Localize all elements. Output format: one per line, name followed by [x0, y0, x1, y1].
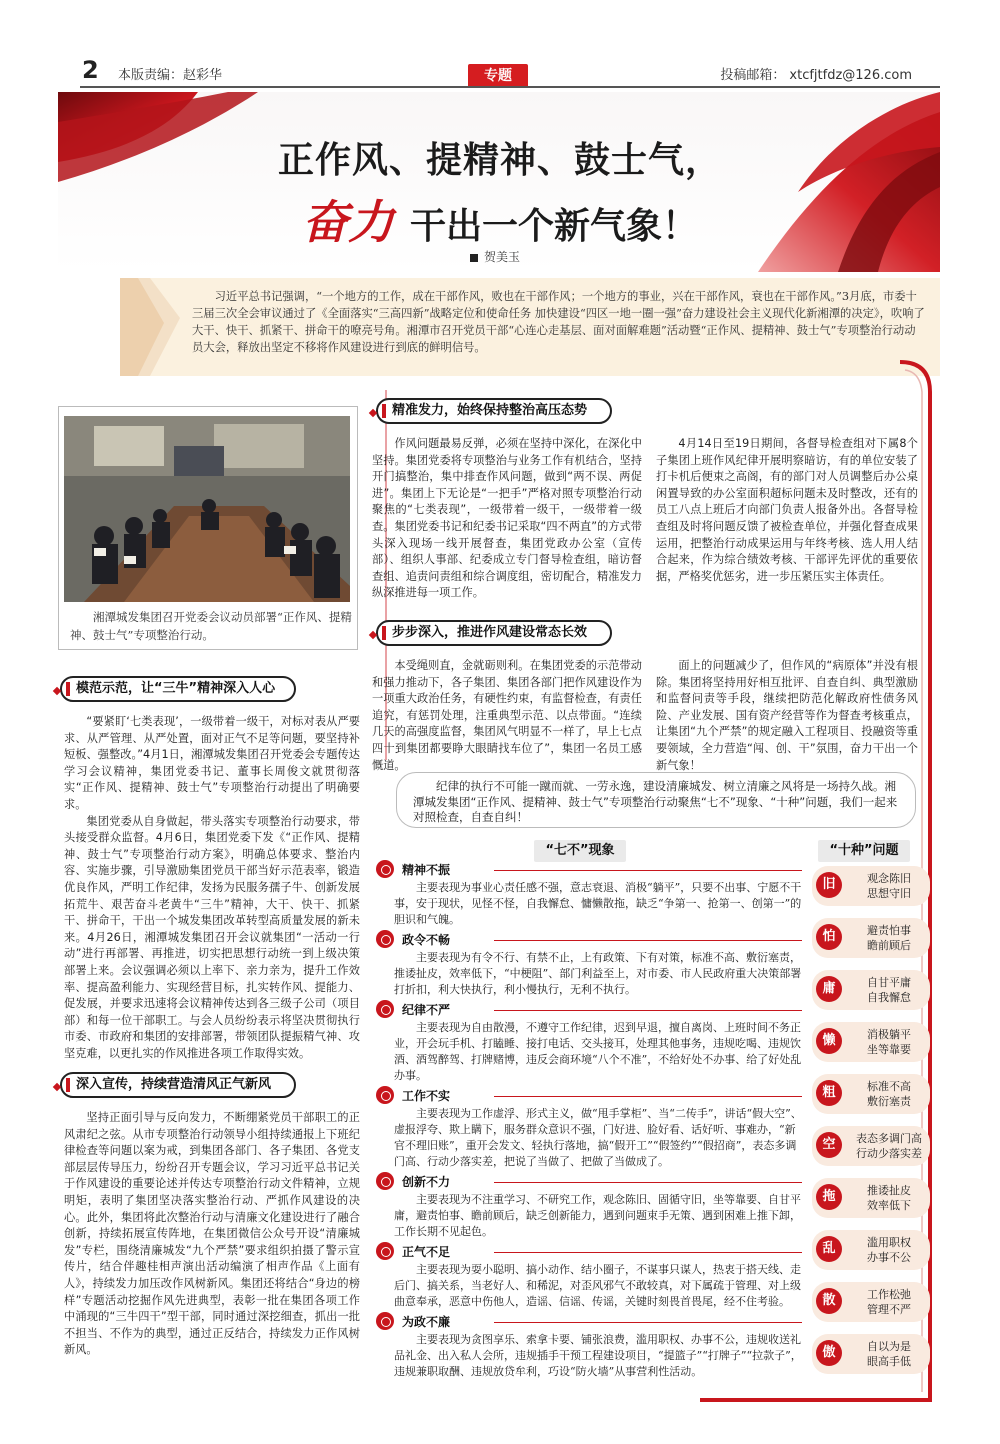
paragraph: “要紧盯‘七类表现’，一级带着一级干，对标对表从严要求、从严管理、从严处置，面对正气不足等问题，要坚持补短板、强整改。”4月1日，湘潭城发集团召开党委会专题传达学习会议精神，集团党委书记、董事长周俊文就贯彻落实“正作风、提精神、鼓士气”专项整治行动提出了明确要求。 [64, 715, 360, 811]
problem-badge: 散 [816, 1288, 842, 1314]
problem-line-1: 自以为是 [867, 1340, 911, 1353]
list-item [812, 1022, 930, 1062]
list-item [812, 918, 930, 958]
category-divider [494, 1322, 802, 1323]
category-description: 主要表现为自由散漫，不遵守工作纪律，迟到早退，擅自离岗、上班时间不务正业，开会玩手机、打瞌睡、接打电话、交头接耳，处理其他事务，违规吃喝、违规饮酒、酒驾醉驾、打牌赌博，违反会商环境“八个不准”，不给好处不办事、给了好处乱办事。 [394, 1021, 802, 1082]
problem-badge: 懒 [816, 1028, 842, 1054]
category-label-text: 政令不畅 [402, 933, 451, 947]
lead-paragraph: 习近平总书记强调，“一个地方的工作，成在干部作风，败也在干部作风；一个地方的事业，兴在干部作风，衰也在干部作风。”3月底，市委十三届三次全会审议通过了《全面落实“三高四新”战略定位和使命任务 加快建设“四区一地一圈一强”奋力建设社会主义现代化新湘潭的决定》，吹响了大干、快干、抓紧干、拼命干的嘹亮号角。湘潭市召开党员干部“心连心走基层、面对面解难题”活动暨“正作风、提精神、鼓士气”专项整治行动动员大会，释放出坚定不移将作风建设进行到底的鲜明信号。 [120, 278, 940, 376]
category-divider [494, 1010, 802, 1011]
list-item [374, 930, 802, 998]
problem-line-1: 观念陈旧 [867, 872, 911, 885]
heading-bar-icon [382, 404, 386, 418]
problem-line-2: 管理不严 [867, 1303, 911, 1316]
category-marker-icon [376, 1312, 394, 1330]
problem-text [850, 975, 928, 1005]
category-description: 主要表现为事业心责任感不强，意志衰退、消极“躺平”，只要不出事、宁愿不干事，安于现状，见怪不怪，自我懈怠、慵懒散拖，缺乏“争第一、抢第一、创第一”的胆识和气魄。 [394, 881, 802, 926]
list-item [374, 1000, 802, 1084]
problem-line-2: 行动少落实差 [856, 1147, 922, 1160]
list-item [374, 1086, 802, 1170]
problem-line-2: 敷衍塞责 [867, 1095, 911, 1108]
problem-line-1: 自甘平庸 [867, 976, 911, 989]
section-1-body [64, 714, 360, 1062]
category-label [374, 1312, 802, 1332]
list-item [812, 866, 930, 906]
problem-line-2: 自我懈怠 [867, 991, 911, 1004]
section-4-col-2: 面上的问题减少了，但作风的“病原体”并没有根除。集团将坚持用好相互批评、自查自纠、典型激励和监督问责等手段，继续把防范化解政府性债务风险、产业发展、国有资产经营等作为督查考核重点，让集团“九个严禁”的规定融入工程项目、投融资等重要领域，全力营造“闯、创、干”氛围，奋力干出一个新气象！ [656, 659, 918, 772]
problem-line-2: 效率低下 [867, 1199, 911, 1212]
list-item [812, 1074, 930, 1114]
section-heading-text: 深入宣传，持续营造清风正气新风 [76, 1077, 272, 1092]
problem-text [850, 1131, 928, 1161]
category-divider [494, 940, 802, 941]
seven-not-title: “七不”现象 [534, 840, 626, 862]
problem-badge: 庸 [816, 976, 842, 1002]
problem-line-2: 思想守旧 [867, 887, 911, 900]
list-item [812, 1334, 930, 1374]
problem-line-2: 坐等靠要 [867, 1043, 911, 1056]
category-divider [494, 870, 802, 871]
problem-line-1: 表态多调门高 [856, 1132, 922, 1145]
category-label [374, 1172, 802, 1192]
list-item [374, 1312, 802, 1380]
list-item [812, 1230, 930, 1270]
problem-line-1: 标准不高 [867, 1080, 911, 1093]
problem-text [850, 1027, 928, 1057]
problem-line-2: 办事不公 [867, 1251, 911, 1264]
headline-accent: 奋力 [301, 195, 394, 249]
section-3-col-2: 4月14日至19日期间，各督导检查组对下属8个子集团上班作风纪律开展明察暗访，有的单位安装了打卡机后便束之高阁，有的部门对人员调整后办公桌闲置导致的办公室面积超标问题未及时整改，还有的员工八点上班后才向部门负责人报备外出。各督导检查组及时将问题反馈了被检查单位，并强化督查成果运用，把整治行动成果运用与年终考核、选人用人结合起来，作为综合绩效考核、干部评先评优的重要依据，严格奖优惩劣，进一步压紧压实主体责任。 [656, 437, 918, 583]
problem-badge: 傲 [816, 1340, 842, 1366]
problem-line-1: 工作松弛 [867, 1288, 911, 1301]
heading-bar-icon [66, 1078, 70, 1092]
photo-caption: 湘潭城发集团召开党委会议动员部署“正作风、提精神、鼓士气”专项整治行动。 [70, 610, 352, 642]
category-label-text: 创新不力 [402, 1175, 451, 1189]
headline-line-1: 正作风、提精神、鼓士气， [277, 140, 722, 181]
problem-line-1: 推诿扯皮 [867, 1184, 911, 1197]
category-label-text: 工作不实 [402, 1089, 451, 1103]
section-4-col-1: 本受绳则直，金就砺则利。在集团党委的示范带动和强力推动下，各子集团、集团各部门把作风建设作为一项重大政治任务，有硬性约束，有监督检查，有责任追究，有惩罚处理，注重典型示范、以点带面。“连续几天的高强度监督，集团风气明显不一样了，早上七点四十到集团都要睁大眼睛找车位了”，集团一名员工感慨道。 [372, 659, 642, 772]
email-label: 投稿邮箱： [720, 68, 786, 83]
pull-quote: 纪律的执行不可能一蹴而就、一劳永逸，建设清廉城发、树立清廉之风将是一场持久战。湘潭城发集团“正作风、提精神、鼓士气”专项整治行动聚焦“七不”现象、“十种”问题，我们一起来对照检查，自查自纠！ [396, 772, 916, 828]
heading-bar-icon [66, 682, 70, 696]
problem-badge: 空 [816, 1132, 842, 1158]
category-label [374, 1086, 802, 1106]
category-description: 主要表现为有令不行、有禁不止，上有政策、下有对策，标准不高、敷衍塞责，推诿扯皮，效率低下，“中梗阻”、部门利益至上，对市委、市人民政府重大决策部署打折扣，利大快执行，利小慢执行，无利不执行。 [394, 951, 802, 996]
category-label-text: 纪律不严 [402, 1003, 451, 1017]
list-item [812, 1282, 930, 1322]
seven-not-list [374, 860, 802, 1382]
section-heading-text: 模范示范，让“三牛”精神深入人心 [76, 681, 276, 696]
section-3-col-1: 作风问题最易反弹，必须在坚持中深化，在深化中坚持。集团党委将专项整治与业务工作有机结合，坚持开门搞整治，集中排查作风问题，做到“两不误、两促进”。集团上下无论是“一把手”严格对照专项整治行动聚焦的“七类表现”，一级带着一级干，一级带着一级查。集团党委书记和纪委书记采取“四不两直”的方式带头深入现场一线开展督查，集团党政办公室（宣传部）、组织人事部、纪委成立专门督导检查组，暗访督查组、追责问责组和综合调度组，密切配合，精准发力纵深推进每一项工作。 [372, 437, 642, 600]
problem-line-1: 消极躺平 [867, 1028, 911, 1041]
category-marker-icon [376, 1086, 394, 1104]
list-item [812, 1178, 930, 1218]
category-label [374, 1000, 802, 1020]
section-heading-precision [376, 398, 612, 424]
section-2-body [64, 1110, 360, 1359]
section-heading-text: 步步深入，推进作风建设常态长效 [392, 625, 588, 640]
category-marker-icon [376, 930, 394, 948]
category-label [374, 1242, 802, 1262]
paragraph: 集团党委从自身做起，带头落实专项整治行动要求，带头接受群众监督。4月6日，集团党委下发《“正作风、提精神、鼓士气”专项整治行动方案》，明确总体要求、整治内容、实施步骤，引导激励集团党员干部当好示范表率，锻造优良作风，严明工作纪律，发扬为民服务孺子牛、创新发展拓荒牛、艰苦奋斗老黄牛“三牛”精神，大干、快干、抓紧干、拼命干，干出一个城发集团改革转型高质量发展的新未来。4月26日，湘潭城发集团召开会议就集团“一活动一行动”进行再部署、再推进，切实把思想行动统一到上级决策部署上来。会议强调必须以上率下、亲力亲为，提升工作效率、提高盈利能力、实现经营目标，扎实转作风、提能力、促发展，并要求迅速将会议精神传达到各三级子公司（项目部）和每一位干部职工。与会人员纷纷表示将坚决贯彻执行市委、市政府和集团的安排部署，带领团队提振精气神、攻坚克难，以更扎实的作风推进各项工作取得实效。 [64, 814, 360, 1060]
problem-text [850, 1339, 928, 1369]
category-divider [494, 1252, 802, 1253]
ten-kinds-title: “十种”问题 [818, 840, 910, 862]
problem-badge: 怕 [816, 924, 842, 950]
problem-badge: 粗 [816, 1080, 842, 1106]
list-item [812, 970, 930, 1010]
problem-line-1: 避责怕事 [867, 924, 911, 937]
email-address[interactable]: xtcfjtfdz@126.com [789, 68, 912, 83]
category-divider [494, 1096, 802, 1097]
category-divider [494, 1182, 802, 1183]
problem-text [850, 1235, 928, 1265]
problem-badge: 拖 [816, 1184, 842, 1210]
problem-line-2: 眼高手低 [867, 1355, 911, 1368]
section-tag: 专题 [468, 64, 528, 88]
problem-text [850, 1079, 928, 1109]
list-item [812, 1126, 930, 1166]
problem-text [850, 923, 928, 953]
heading-bar-icon [382, 626, 386, 640]
problem-text [850, 1287, 928, 1317]
page-number: 2 [82, 56, 99, 84]
author-name: 贺美玉 [484, 250, 521, 264]
section-heading-model [60, 676, 296, 702]
problem-line-1: 滥用职权 [867, 1236, 911, 1249]
category-description: 主要表现为工作虚浮、形式主义，做“甩手掌柜”、当“二传手”，讲话“假大空”、虚报浮夸、欺上瞒下，服务群众意识不强，门好进、脸好看、话好听、事难办，“新官不理旧账”，重开会发文、轻执行落地，搞“假开工”“假签约”“假招商”，表态多调门高、行动少落实差，把说了当做了、把做了当做成了。 [394, 1107, 802, 1168]
editor-credit: 本版责编：赵彩华 [118, 68, 223, 83]
section-heading-publicity [60, 1072, 296, 1098]
section-heading-text: 精准发力，始终保持整治高压态势 [392, 403, 588, 418]
category-label-text: 为政不廉 [402, 1315, 451, 1329]
category-marker-icon [376, 1242, 394, 1260]
category-description: 主要表现为耍小聪明、搞小动作、结小圈子，不谋事只谋人，热衷于搭天线、走后门、搞关系，当老好人、和稀泥，对歪风邪气不敢较真，对下属疏于管理、对上级曲意奉承，恶意中伤他人，造谣、信谣、传谣，关键时刻畏首畏尾，经不住考验。 [394, 1263, 801, 1308]
list-item [374, 1242, 802, 1310]
section-heading-deepening [376, 620, 612, 646]
category-marker-icon [376, 1000, 394, 1018]
category-description: 主要表现为贪图享乐、索拿卡要、铺张浪费，滥用职权、办事不公，违规收送礼品礼金、出入私人会所，违规插手干预工程建设项目，“提篮子”“打牌子”“拉款子”，违规兼职取酬、违规放贷牟利，巧设“防火墙”从事营利性活动。 [394, 1333, 802, 1378]
category-marker-icon [376, 860, 394, 878]
problem-text [850, 871, 928, 901]
headline-line-2-rest: 干出一个新气象！ [409, 206, 698, 247]
list-item [374, 860, 802, 928]
category-label-text: 精神不振 [402, 863, 451, 877]
problem-badge: 乱 [816, 1236, 842, 1262]
category-label [374, 930, 802, 950]
problem-badge: 旧 [816, 872, 842, 898]
category-label [374, 860, 802, 880]
problem-line-2: 瞻前顾后 [867, 939, 911, 952]
paragraph: 坚持正面引导与反向发力，不断绷紧党员干部职工的正风肃纪之弦。从市专项整治行动领导小组持续通报上下班纪律检查等问题以案为戒，到集团各部门、各子集团、各党支部层层传导压力，纷纷召开专题会议，学习习近平总书记关于作风建设的重要论述并传达专项整治行动文件精神，立规明矩，表明了集团坚决落实整治行动、严抓作风建设的决心。此外，集团将此次整治行动与清廉文化建设进行了融合创新，持续拓展宣传阵地，在集团微信公众号开设“清廉城发”专栏，围绕清廉城发“九个严禁”要求组织拍摄了警示宣传片，结合伴趣桂相声演出活动编演了相声作品《上面有人》，持续发力加压改作风树新风。集团还将结合“身边的榜样”专题活动挖掘作风先进典型，表彰一批在集团各项工作中涌现的“三牛四干”型干部，同时通过深挖细查，抓出一批不担当、不作为的典型，通过正反结合，持续发力正作风树新风。 [64, 1111, 360, 1357]
category-marker-icon [376, 1172, 394, 1190]
category-label-text: 正气不足 [402, 1245, 451, 1259]
meeting-photo [64, 416, 350, 602]
list-item [374, 1172, 802, 1240]
problem-text [850, 1183, 928, 1213]
category-description: 主要表现为不注重学习、不研究工作，观念陈旧、固循守旧，坐等靠要、自甘平庸，避责怕事、瞻前顾后，缺乏创新能力，遇到问题束手无策、遇到困难上推下卸，工作长期不见起色。 [394, 1193, 801, 1238]
